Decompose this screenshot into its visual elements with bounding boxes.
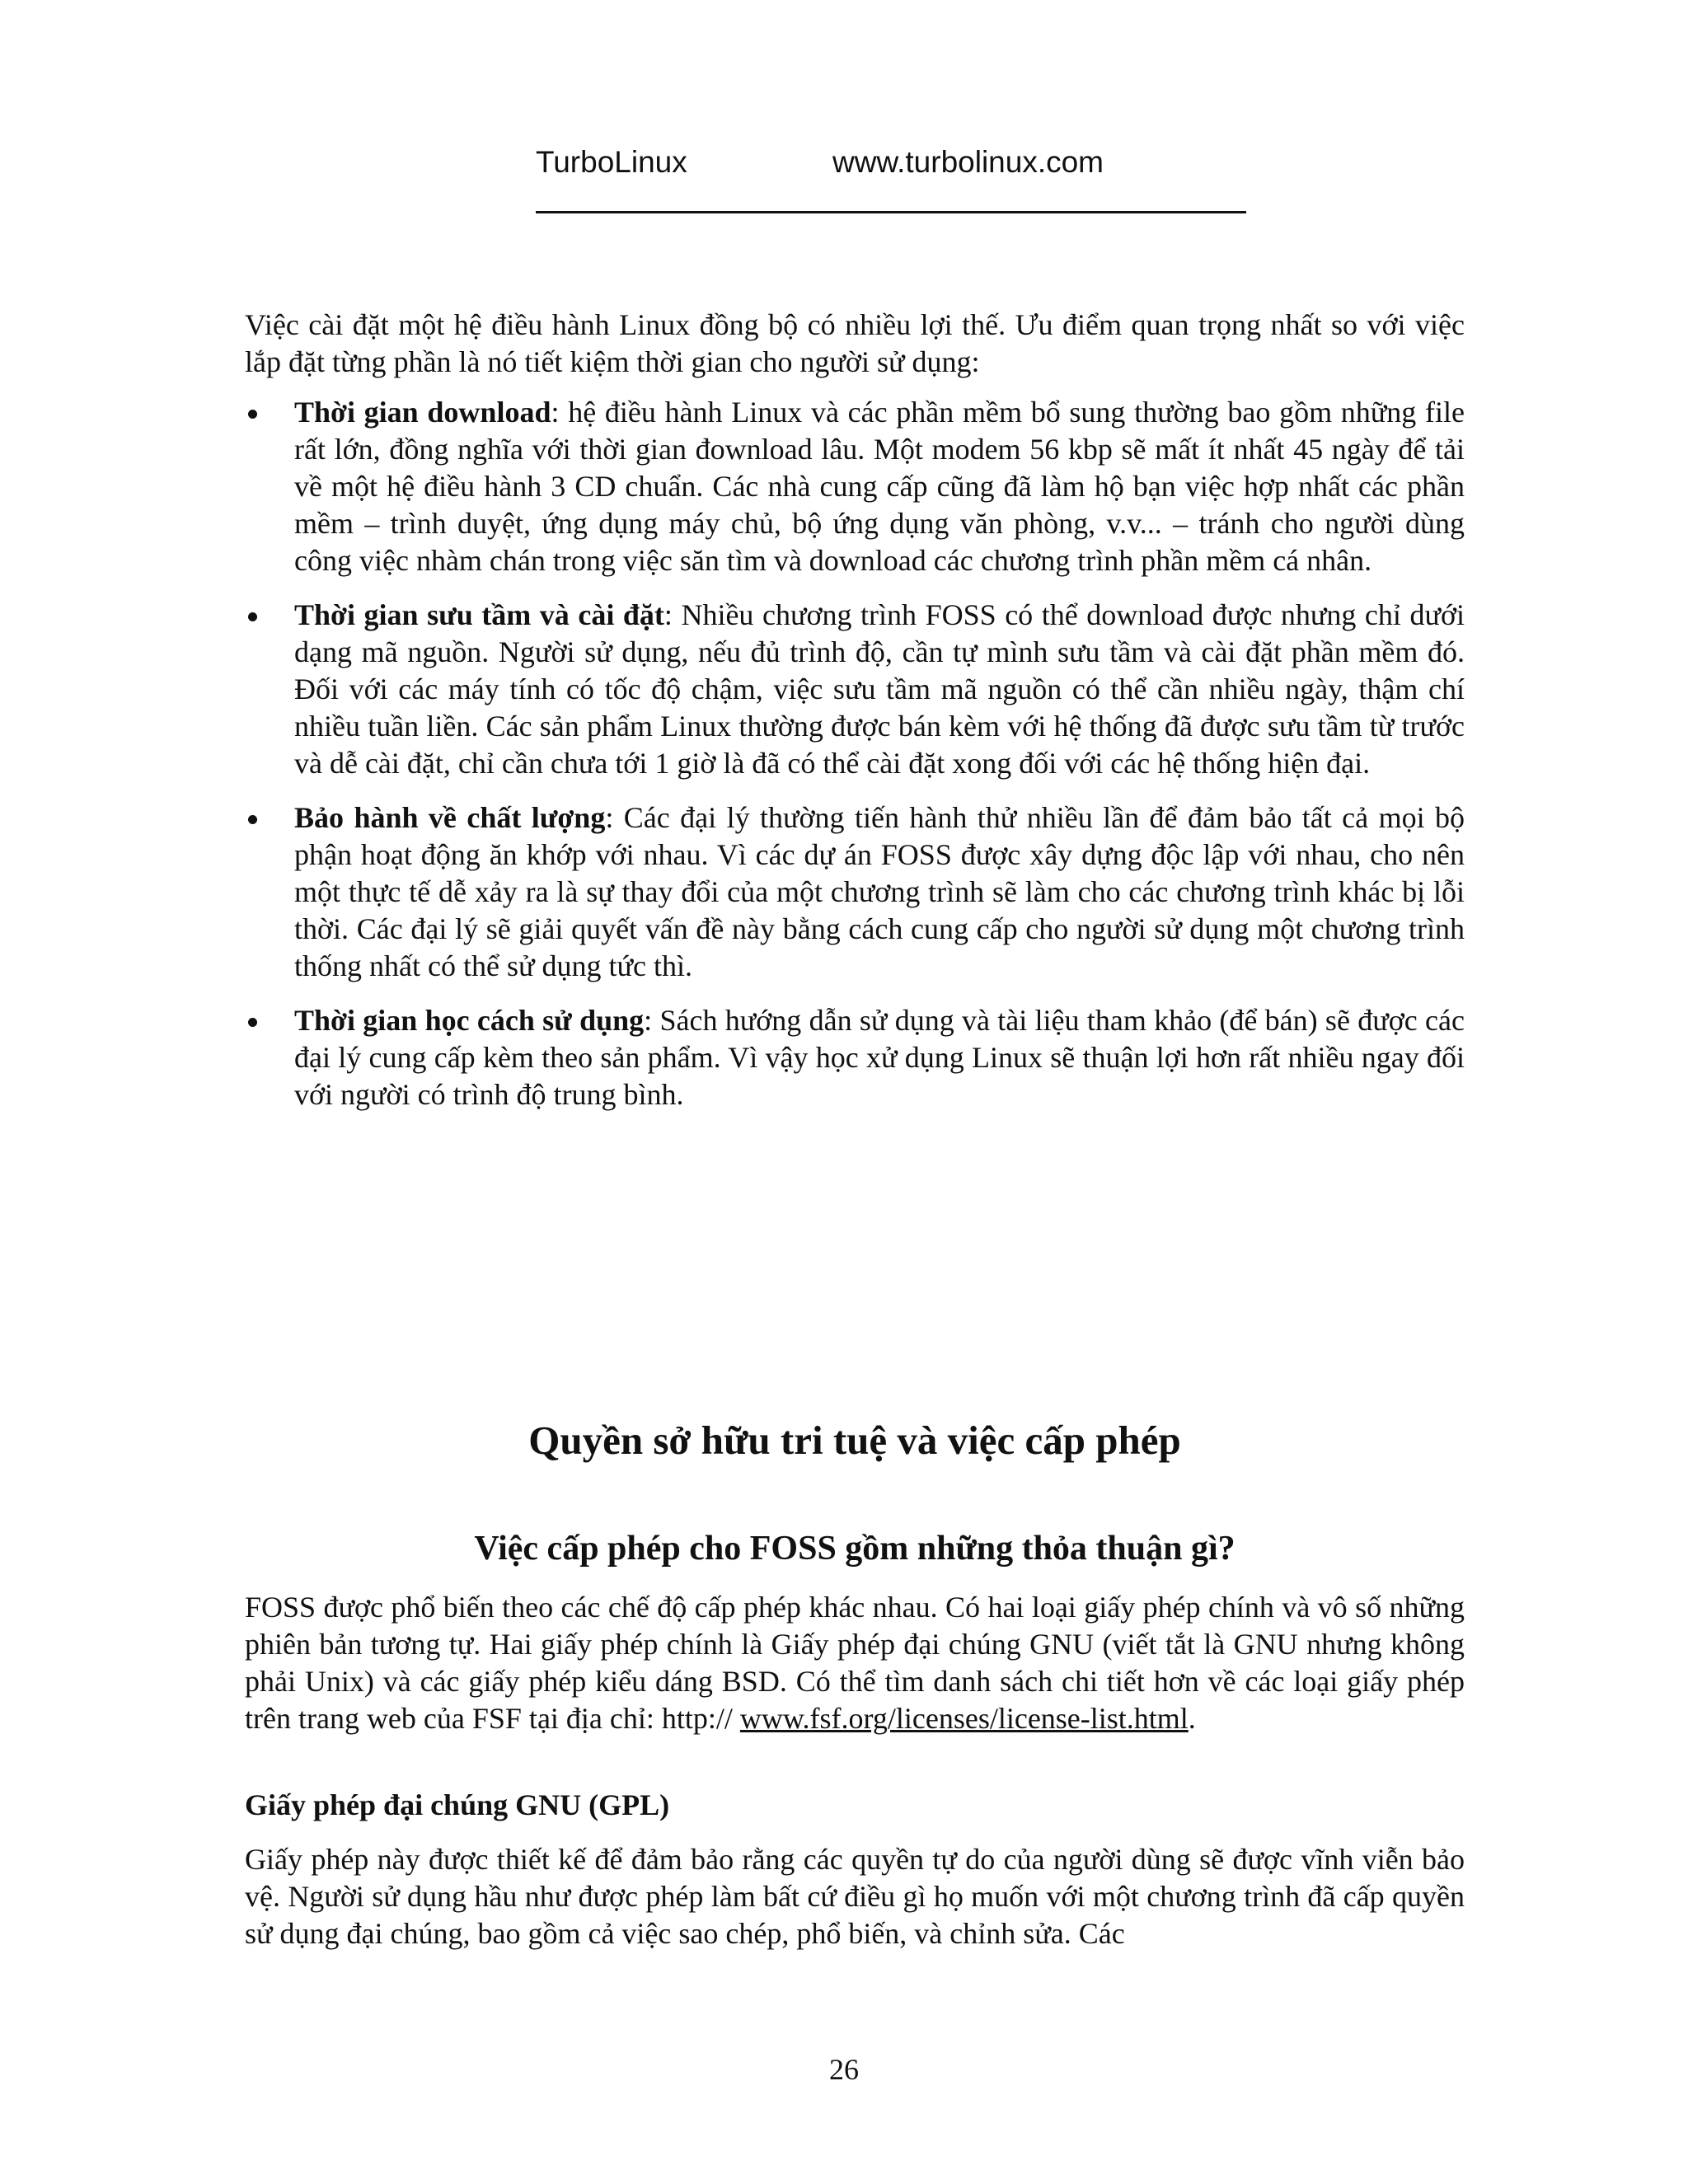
- bullet-icon: [248, 612, 257, 621]
- gpl-paragraph: Giấy phép này được thiết kế để đảm bảo rằng các quyền tự do của người dùng sẽ được vĩnh viễn bảo vệ. Người sử dụng hầu như được phép làm bất cứ điều gì họ muốn với một chương trình đã cấp quyền sử dụng đại chúng, bao gồm cả việc sao chép, phổ biến, và chỉnh sửa. Các: [245, 1843, 1465, 1950]
- list-item: [245, 799, 1465, 985]
- list-item: [245, 394, 1465, 579]
- list-item: [245, 1002, 1465, 1113]
- license-list-link[interactable]: www.fsf.org/licenses/license-list.html: [739, 1702, 1189, 1735]
- header-website: www.turbolinux.com: [832, 145, 1104, 179]
- foss-licensing-paragraph: [245, 1589, 1465, 1737]
- bullet-term: Thời gian sưu tầm và cài đặt: [294, 598, 664, 631]
- bullet-text: : Nhiều chương trình FOSS có thể download được nhưng chỉ dưới dạng mã nguồn. Người sử dụng, nếu đủ trình độ, cần tự mình sưu tầm và cài đặt phần mềm đó. Đối với các máy tính có tốc độ chậm, việc sưu tầm mã nguồn có thể cần nhiều ngày, thậm chí nhiều tuần liền. Các sản phẩm Linux thường được bán kèm với hệ thống đã được sưu tầm từ trước và dễ cài đặt, chỉ cần chưa tới 1 giờ là đã có thể cài đặt xong đối với các hệ thống hiện đại.: [294, 598, 1465, 780]
- bullet-term: Thời gian download: [294, 396, 551, 429]
- foss-paragraph-text: FOSS được phổ biến theo các chế độ cấp phép khác nhau. Có hai loại giấy phép chính và vô số những phiên bản tương tự. Hai giấy phép chính là Giấy phép đại chúng GNU (viết tắt là GNU nhưng không phải Unix) và các giấy phép kiểu dáng BSD. Có thể tìm danh sách chi tiết hơn về các loại giấy phép trên trang web của FSF tại địa chỉ: http://: [245, 1591, 1465, 1735]
- page-header: [536, 145, 1245, 183]
- benefits-list: [245, 394, 1465, 1131]
- header-publisher: TurboLinux: [536, 145, 687, 179]
- gpl-heading: Giấy phép đại chúng GNU (GPL): [245, 1788, 670, 1821]
- bullet-text: : Sách hướng dẫn sử dụng và tài liệu tham khảo (để bán) sẽ được các đại lý cung cấp kèm theo sản phẩm. Vì vậy học xử dụng Linux sẽ thuận lợi hơn rất nhiều ngay đối với người có trình độ trung bình.: [294, 1004, 1465, 1111]
- foss-paragraph-end: .: [1188, 1702, 1196, 1735]
- list-item: [245, 597, 1465, 782]
- bullet-icon: [248, 410, 257, 419]
- subsection-title: Việc cấp phép cho FOSS gồm những thỏa thuận gì?: [474, 1530, 1236, 1568]
- intro-paragraph: Việc cài đặt một hệ điều hành Linux đồng bộ có nhiều lợi thế. Ưu điểm quan trọng nhất so với việc lắp đặt từng phần là nó tiết kiệm thời gian cho người sử dụng:: [245, 308, 1465, 378]
- page-number: 26: [829, 2053, 859, 2086]
- bullet-icon: [248, 815, 257, 824]
- header-divider: [536, 211, 1246, 213]
- bullet-icon: [248, 1018, 257, 1027]
- section-title: Quyền sở hữu tri tuệ và việc cấp phép: [528, 1418, 1181, 1463]
- bullet-term: Thời gian học cách sử dụng: [294, 1004, 645, 1037]
- bullet-term: Bảo hành về chất lượng: [294, 801, 606, 834]
- bullet-text: : Các đại lý thường tiến hành thử nhiều lần để đảm bảo tất cả mọi bộ phận hoạt động ăn khớp với nhau. Vì các dự án FOSS được xây dựng độc lập với nhau, cho nên một thực tế dễ xảy ra là sự thay đổi của một chương trình sẽ làm cho các chương trình khác bị lỗi thời. Các đại lý sẽ giải quyết vấn đề này bằng cách cung cấp cho người sử dụng một chương trình thống nhất có thể sử dụng tức thì.: [294, 801, 1465, 982]
- bullet-text: : hệ điều hành Linux và các phần mềm bổ sung thường bao gồm những file rất lớn, đồng nghĩa với thời gian đownload lâu. Một modem 56 kbp sẽ mất ít nhất 45 ngày để tải về một hệ điều hành 3 CD chuẩn. Các nhà cung cấp cũng đã làm hộ bạn việc hợp nhất các phần mềm – trình duyệt, ứng dụng máy chủ, bộ ứng dụng văn phòng, v.v... – tránh cho người dùng công việc nhàm chán trong việc săn tìm và download các chương trình phần mềm cá nhân.: [294, 396, 1465, 577]
